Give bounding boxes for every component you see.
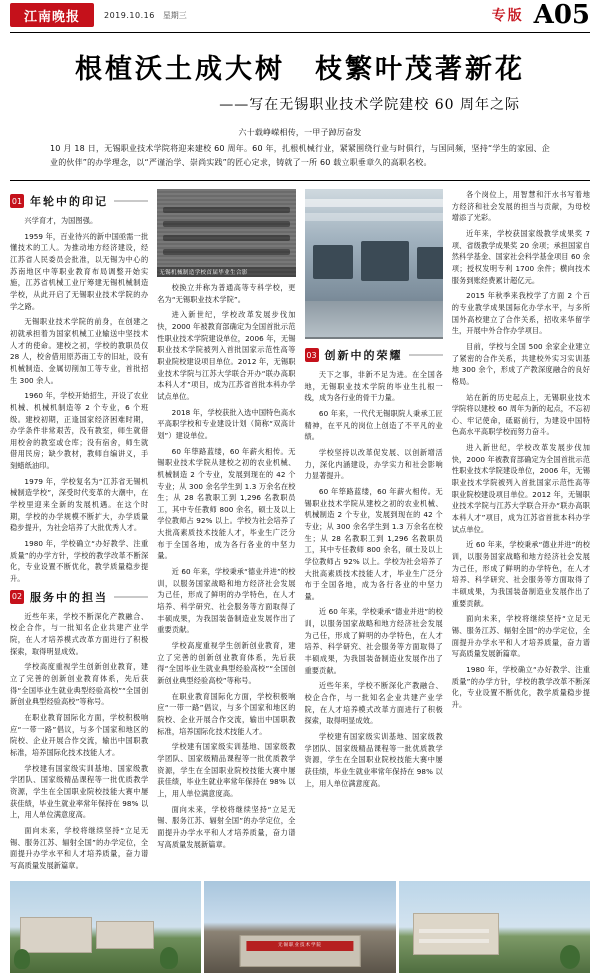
- bottom-photo-strip: [10, 881, 590, 973]
- paragraph: 学校高度重视学生创新创业教育，建立了完善的创新创业教育体系，先后获得“全国毕业生就业典型经验高校”“全国创新创业典型经验高校”等称号。: [157, 641, 296, 685]
- section-rule: [114, 596, 148, 598]
- paragraph: 各个岗位上，用智慧和汗水书写着地方经济和社会发展的担当与贡献，为母校增添了光彩。: [451, 190, 590, 223]
- paragraph: 无锡职业技术学院的前身，在创建之初就承担着为国家机械工业输送中坚技术人才的使命。建校之初，学校的教职员仅 28 人，校舍借用原苏南工专的旧址，设有机械制造、金属切削加工等专业，首批招生 300 余人。: [10, 317, 149, 385]
- section-title: 创新中的荣耀: [324, 349, 403, 362]
- section-title: 年轮中的印记: [30, 195, 108, 208]
- gate-sign-text: 无锡职业技术学院: [277, 943, 322, 949]
- newspaper-logo: 江南晚报: [10, 3, 94, 27]
- section-rule: [409, 354, 443, 356]
- page-title: 根植沃土成大树 枝繁叶茂著新花: [75, 54, 525, 85]
- paragraph: 1960 年，学校开始招生，开设了农业机械、机械机制造等 2 个专业，6 个班级。建校初期，正逢国家经济困难时期，办学条件非常艰苦，没有教室，师生就借用校舍的教室或仓库；没有宿舍，师生就借用民房；缺少教材，教师自编讲义，手刻蜡纸油印。: [10, 391, 149, 471]
- paragraph: 站在新的历史起点上，无锡职业技术学院将以建校 60 周年为新的起点，不忘初心、牢记使命，砥砺前行，为建设中国特色高水平高职学校而努力奋斗。: [451, 392, 590, 437]
- paragraph: 校换立并称为普通高等专科学校，更名为“无锡职业技术学院”。: [157, 283, 296, 304]
- paragraph: 进入新世纪，学校改革发展步伐加快，2000 年被教育部确定为全国首批示范性职业技术学院建设单位，2006 年，无锡职业技术学院被列入首批国家示范性高等职业院校建设项目单位。2012 年，无锡职业技术学院与江苏大学联合开办“联办高职本科人才”项目，成为江苏省首批本科办学试点单位。: [451, 443, 590, 534]
- paragraph: 2015 年秋季来我校学了方面 2 个百的专业教学成果国际化办学水平，与多所国外高校建立了合作关系，招收来华留学生，开展中外合作办学项目。: [451, 291, 590, 336]
- section-rule: [114, 200, 148, 202]
- page-subtitle: ——写在无锡职业技术学院建校 60 周年之际: [219, 97, 520, 113]
- paragraph: 近 60 年来，学校秉承“德业并进”的校训，以服务国家战略和地方经济社会发展为己任，形成了鲜明的办学特色，在人才培养、科学研究、社会服务等方面取得了丰硕成果，为我国装备制造业发展作出了重要贡献。: [451, 540, 590, 608]
- photo-factory: [305, 189, 443, 339]
- photo-campus-right: [399, 881, 590, 973]
- paragraph: 近 60 年来，学校秉承“德业并进”的校训，以服务国家战略和地方经济社会发展为己任，形成了鲜明的办学特色，在人才培养、科学研究、社会服务等方面取得了丰硕成果，为我国装备制造业发展作出了重要贡献。: [304, 607, 443, 675]
- photo-caption: 无锡机械制造学校首届毕业生合影: [157, 267, 295, 277]
- lead-body: 10 月 18 日，无锡职业技术学院将迎来建校 60 周年。60 年，扎根机械行业，紧紧围绕行业与时俱行，与国同频，坚持“学生的家园、企业的伙伴”的办学理念，以“严谨治学、崇尚实践”的匠心定求，铸就了一所 60 载立职垂章久的高职名校。: [50, 144, 550, 167]
- paragraph: 60 年来，一代代无锡职院人秉承工匠精神，在平凡的岗位上创造了不平凡的业绩。: [304, 408, 443, 442]
- section-title: 服务中的担当: [30, 590, 108, 604]
- photo-campus-left: [10, 881, 201, 973]
- photo-rows: [157, 189, 295, 277]
- column-1: [10, 189, 148, 875]
- lead-paragraph: [50, 126, 550, 170]
- photo-campus-gate: [204, 881, 395, 973]
- section-header-service: [10, 589, 148, 605]
- paragraph: 近 60 年来，学校秉承“德业并进”的校训，以服务国家战略和地方经济社会发展为己任，形成了鲜明的办学特色，在人才培养、科学研究、社会服务等方面取得了丰硕成果，为我国装备制造业发展作出了重要贡献。: [157, 567, 296, 635]
- paragraph: 1979 年，学校复名为“江苏省无锡机械制造学校”，深受时代变革的大潮中，在学校里迎来全新的发展机遇。在这个时期，学校的办学规模不断扩大，办学质量稳步提升，为社会培养了大批优秀人才。: [10, 476, 149, 533]
- paragraph: 兴学育才，为国图强。: [24, 216, 98, 225]
- issue-weekday: 星期三: [162, 10, 187, 20]
- section-marker-icon: 03: [305, 348, 319, 362]
- paragraph: 进入新世纪，学校改革发展步伐加快，2000 年被教育部确定为全国首批示范性职业技术学院建设单位，2006 年，无锡职业技术学院被列入首批国家示范性高等职业院校建设项目单位。2012 年，无锡职业技术学院与江苏大学联合开办“联办高职本科人才”项目，成为江苏省首批本科办学试点单位。: [157, 310, 296, 401]
- paragraph: 学校建有国家级实训基地、国家级教学团队、国家级精品课程等一批优质教学资源，学生在全国职业院校技能大赛中屡获佳绩，毕业生就业率常年保持在 98% 以上，用人单位满意度高。: [304, 732, 443, 788]
- issue-date: 2019.10.16: [104, 10, 155, 20]
- paragraph: 学校建有国家级实训基地、国家级教学团队、国家级精品课程等一批优质教学资源，学生在全国职业院校技能大赛中屡获佳绩，毕业生就业率常年保持在 98% 以上，用人单位满意度高。: [157, 742, 296, 798]
- page-number: A05: [533, 0, 590, 30]
- masthead: [10, 0, 590, 33]
- paragraph: 1959 年，百业待兴的新中国亟需一批懂技术的工人。为推动地方经济建设，经江苏省人民委员会批准，以无锡为中心的苏南地区中等职业教育布局调整开始实施，江苏省机械工业厅筹建无锡机械制造学校，从此开启了无锡职业技术学院的办学之路。: [10, 231, 149, 311]
- paragraph: 学校高度重视学生创新创业教育，建立了完善的创新创业教育体系，先后获得“全国毕业生就业典型经验高校”“全国创新创业典型经验高校”等称号。: [10, 662, 149, 707]
- paragraph: 面向未来，学校将继续坚持“立足无锡、服务江苏、辐射全国”的办学定位，全面提升办学水平和人才培养质量，奋力谱写高质量发展新篇章。: [157, 804, 296, 849]
- paragraph: 学校建有国家级实训基地、国家级教学团队、国家级精品课程等一批优质教学资源，学生在全国职业院校技能大赛中屡获佳绩，毕业生就业率常年保持在 98% 以上，用人单位满意度高。: [10, 763, 149, 820]
- column-2: [157, 189, 295, 875]
- paragraph: 面向未来，学校将继续坚持“立足无锡、服务江苏、辐射全国”的办学定位，全面提升办学水平和人才培养质量，奋力谱写高质量发展新篇章。: [10, 825, 149, 870]
- paragraph: 近年来，学校获国家级教学成果奖 7 项、省级教学成果奖 20 余项；承担国家自然科学基金、国家社会科学基金项目 60 余项；授权发明专利 1700 余件；横向技术服务到账经费累计超亿元。: [451, 228, 590, 285]
- paragraph: 60 年筚路蓝缕，60 年薪火相传。无锡职业技术学院从建校之初的农业机械、机械制造 2 个专业，发展到现在的 42 个专业；从 300 余名学生到 1.3 万余名在校生；从 28 名教职工到 1,296 名教职员工，其中专任教师 800 余名，硕士及以上学位教师占 92% 以上。学校为社会培养了大批高素质技术技能人才，毕业生广泛分布于全国各地，成为各行各业的中坚力量。: [304, 486, 443, 601]
- article-columns: [10, 189, 590, 875]
- special-edition-label: 专版: [491, 8, 524, 24]
- paragraph: 在职业教育国际化方面，学校积极响应“一带一路”倡议，与多个国家和地区的院校、企业开展合作交流，输出中国职教标准，培养国际化技术技能人才。: [10, 712, 149, 757]
- section-header-memory: [10, 193, 148, 209]
- paragraph: 60 年筚路蓝缕，60 年薪火相传。无锡职业技术学院从建校之初的农业机械、机械制造 2 个专业，发展到现在的 42 个专业；从 300 余名学生到 1.3 万余名在校生；从 28 名教职工到 1,296 名教职员工，其中专任教师 800 余名，硕士及以上学位教师占 92% 以上。学校为社会培养了大批高素质技术技能人才，毕业生广泛分布于全国各地，成为各行各业的中坚力量。: [157, 446, 296, 561]
- paragraph: 2018 年，学校获批入选中国特色高水平高职学校和专业建设计划（简称“双高计划”）建设单位。: [157, 407, 296, 440]
- column-3: [305, 189, 443, 875]
- section-header-honor: [305, 347, 443, 363]
- section-marker-icon: 01: [10, 194, 24, 208]
- paragraph: 在职业教育国际化方面，学校积极响应“一带一路”倡议，与多个国家和地区的院校、企业开展合作交流，输出中国职教标准，培养国际化技术技能人才。: [157, 691, 296, 736]
- lead-line-1: 六十载峥嵘相传，一甲子踔厉奋发: [238, 128, 362, 137]
- paragraph: 学校坚持以改革促发展、以创新增活力，深化内涵建设，办学实力和社会影响力显著提升。: [304, 447, 443, 481]
- photo-caption: [305, 337, 443, 339]
- paragraph: 面向未来，学校将继续坚持“立足无锡、服务江苏、辐射全国”的办学定位，全面提升办学水平和人才培养质量，奋力谱写高质量发展新篇章。: [451, 614, 590, 659]
- photo-history: [157, 189, 295, 277]
- divider: [10, 180, 590, 181]
- paragraph: 近些年来，学校不断深化产教融合、校企合作，与一批知名企业共建产业学院，在人才培养模式改革方面进行了积极探索，取得明显成效。: [10, 611, 149, 656]
- section-marker-icon: 02: [10, 590, 24, 604]
- paragraph: 1980 年，学校确立“办好教学、注重质量”的办学方针，学校的教学改革不断深化，专业设置不断优化，教学质量稳步提升。: [451, 664, 590, 709]
- paragraph: 目前，学校与全国 500 余家企业建立了紧密的合作关系，共建校外实习实训基地 300 余个，形成了产教深度融合的良好格局。: [451, 341, 590, 386]
- paragraph: 近些年来，学校不断深化产教融合、校企合作，与一批知名企业共建产业学院，在人才培养模式改革方面进行了积极探索，取得明显成效。: [304, 681, 443, 726]
- column-4: [452, 189, 590, 875]
- paragraph: 1980 年，学校确立“办好教学、注重质量”的办学方针，学校的教学改革不断深化，专业设置不断优化，教学质量稳步提升。: [10, 539, 149, 584]
- paragraph: 天下之事，非新不足为进。在全国各地，无锡职业技术学院的毕业生扎根一线，成为各行业的骨干力量。: [304, 370, 443, 403]
